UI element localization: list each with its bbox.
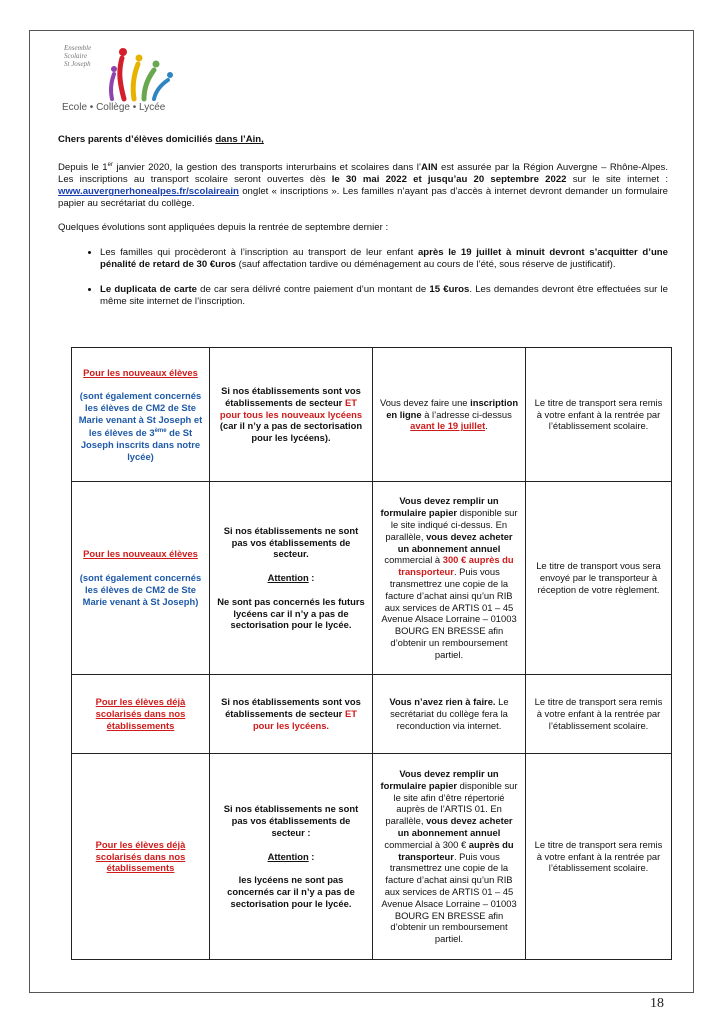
cell-category [72,348,210,482]
action-bold1: Vous devez remplir un formulaire papier [380,495,499,519]
cell-category [72,482,210,675]
condition-red: ET pour les lycéens. [252,708,357,731]
condition-b: les lycéens ne sont pas concernés car il n’y a pas de sectorisation pour le lycée. [227,874,355,909]
action-bold2: vous devez acheter un abonnement annuel [397,530,513,554]
table-row [72,675,672,754]
action-c: . Puis vous transmettrez une copie de la facture d’achat ainsi qu’un RIB aux services de ARTIS 01 – 45 Avenue Alsace Lorraine – 01003 BOURG EN BRESSE afin d’obtenir un remboursement partiel. [381,566,517,660]
note-a: (sont également concernés les élèves de CM2 de Ste Marie venant à St Joseph et les élèves de 3 [78,390,203,438]
action-a: Vous devez faire une [379,396,471,408]
school-logo [60,44,180,122]
registration-link[interactable]: www.auvergnerhonealpes.fr/scolaireain [58,186,239,198]
cell-action [373,482,526,675]
table-row [72,482,672,675]
attention-word: Attention [267,572,309,584]
condition-a: Si nos établissements sont vos établissements de secteur [221,696,361,720]
attention-word: Attention [267,850,309,862]
evolutions-intro: Quelques évolutions sont appliquées depuis la rentrée de septembre dernier : [58,222,389,234]
list-item [100,246,668,271]
cell-category [72,675,210,754]
cell-action [373,675,526,754]
greeting-text: Chers parents d’élèves domiciliés [58,134,216,145]
intro-sup: er [107,162,113,168]
attention-label [216,851,366,863]
logo-line-1: Ensemble [64,44,92,52]
note-sup: ème [154,427,167,434]
condition-a: Si nos établissements sont vos établissements de secteur [221,385,361,408]
bullet1-text-a: Les familles qui procèderont à l’inscription au transport de leur enfant [100,247,418,259]
category-note: (sont également concernés les élèves de CM2 de Ste Marie venant à St Joseph) [79,572,202,607]
condition-a: Si nos établissements ne sont pas vos établissements de secteur : [223,803,359,838]
action-a: Le secrétariat du collège fera la reconduction via internet. [390,696,509,731]
cell-condition [210,348,373,482]
action-b: commercial à [384,554,443,566]
bullet2-bold1: Le duplicata de carte [100,284,197,296]
cell-category [72,754,210,960]
category-title: Pour les nouveaux élèves [83,366,198,378]
action-bold: Vous n’avez rien à faire. [389,696,496,708]
intro-text-c: est assurée par la Région Auvergne – Rhône-Alpes. Les inscriptions au transport scolaire seront ouvertes dès [58,162,669,186]
intro-dates: le 30 mai 2022 et jusqu’au 20 septembre 2022 [331,174,567,186]
action-bold1: Vous devez remplir un formulaire papier [380,768,499,791]
bullet1-text-b: (sauf affectation tardive ou déménagement au cours de l’été, sous réserve de justificatif). [235,259,616,271]
action-bold2: vous devez acheter un abonnement annuel [397,815,513,838]
note-b: de St Joseph inscrits dans notre lycée) [80,426,201,462]
cell-action [373,348,526,482]
intro-text-a: Depuis le 1 [58,162,108,174]
intro-text-d: sur le site internet : [566,174,668,186]
attention-label [216,572,366,584]
action-bold3: auprès du transporteur [398,838,514,862]
intro-text-b: janvier 2020, la gestion des transports interurbains et scolaires dans l’ [112,162,422,174]
intro-paragraph [58,159,668,210]
greeting [58,134,668,146]
action-red: 300 € auprès du transporteur [398,554,514,578]
cell-delivery: Le titre de transport vous sera envoyé par le transporteur à réception de votre règlement. [526,482,672,675]
logo-line-3: St Joseph [64,60,91,68]
category-note [78,390,203,462]
cell-condition [210,482,373,675]
transport-table [71,347,672,960]
category-title: Pour les nouveaux élèves [83,548,198,560]
cell-delivery: Le titre de transport sera remis à votre enfant à la rentrée par l’établissement scolaire. [526,348,672,482]
action-b: commercial à 300 € [384,838,469,850]
logo-line-2: Scolaire [64,52,88,60]
greeting-underlined: dans l’Ain, [215,134,264,145]
action-bold: inscription en ligne [386,396,519,420]
logo-tagline: Ecole • Collège • Lycée [62,102,166,113]
attention-colon: : [308,850,315,862]
logo-figures-icon [104,44,176,102]
cell-action [373,754,526,960]
bullet2-bold2: 15 €uros [429,284,470,296]
list-item [100,283,668,308]
cell-delivery: Le titre de transport sera remis à votre enfant à la rentrée par l’établissement scolaire. [526,675,672,754]
cell-delivery: Le titre de transport sera remis à votre enfant à la rentrée par l’établissement scolaire. [526,754,672,960]
bullet2-text-b: . Les demandes devront être effectuées sur le même site internet de l’inscription. [100,284,669,308]
action-c: . Puis vous transmettrez une copie de la facture d’achat ainsi qu’un RIB aux services de ARTIS 01 – 45 Avenue Alsace Lorraine – 01003 BOURG EN BRESSE afin d’obtenir un remboursement partiel. [381,850,517,945]
action-a: disponible sur le site afin d’être répertorié auprès de l’ARTIS 01. En parallèle, [385,779,518,827]
bullet2-text-a: de car sera délivré contre paiement d’un montant de [197,284,430,296]
intro-ain: AIN [421,162,438,174]
action-a: disponible sur le site indiqué ci-dessus. En parallèle, [385,507,518,542]
page-number: 18 [650,996,664,1011]
bullet1-bold: après le 19 juillet à minuit devront s’acquitter d’une pénalité de retard de 30 €uros [100,247,668,271]
action-c: . [485,420,488,432]
condition-red: ET pour tous les nouveaux lycéens [219,396,363,420]
condition-a: Si nos établissements ne sont pas vos établissements de secteur. [223,524,359,560]
table-row [72,754,672,960]
action-deadline: avant le 19 juillet [410,420,486,432]
letter-body [58,134,668,320]
category-title: Pour les élèves déjà scolarisés dans nos établissements [95,696,186,731]
intro-text-e: onglet « inscriptions ». Les familles n’ayant pas d’accès à internet devront demander un formulaire papier au secrétariat du collège. [58,186,668,210]
action-b: à l’adresse ci-dessus [421,408,512,420]
table-row [72,348,672,482]
evolutions-list [58,246,668,308]
condition-b: (car il n’y a pas de sectorisation pour les lycéens). [219,420,363,444]
category-title: Pour les élèves déjà scolarisés dans nos établissements [95,838,186,874]
attention-colon: : [308,572,315,584]
condition-b: Ne sont pas concernés les futurs lycéens car il n’y a pas de sectorisation pour le lycée. [217,595,365,631]
cell-condition [210,754,373,960]
cell-condition [210,675,373,754]
